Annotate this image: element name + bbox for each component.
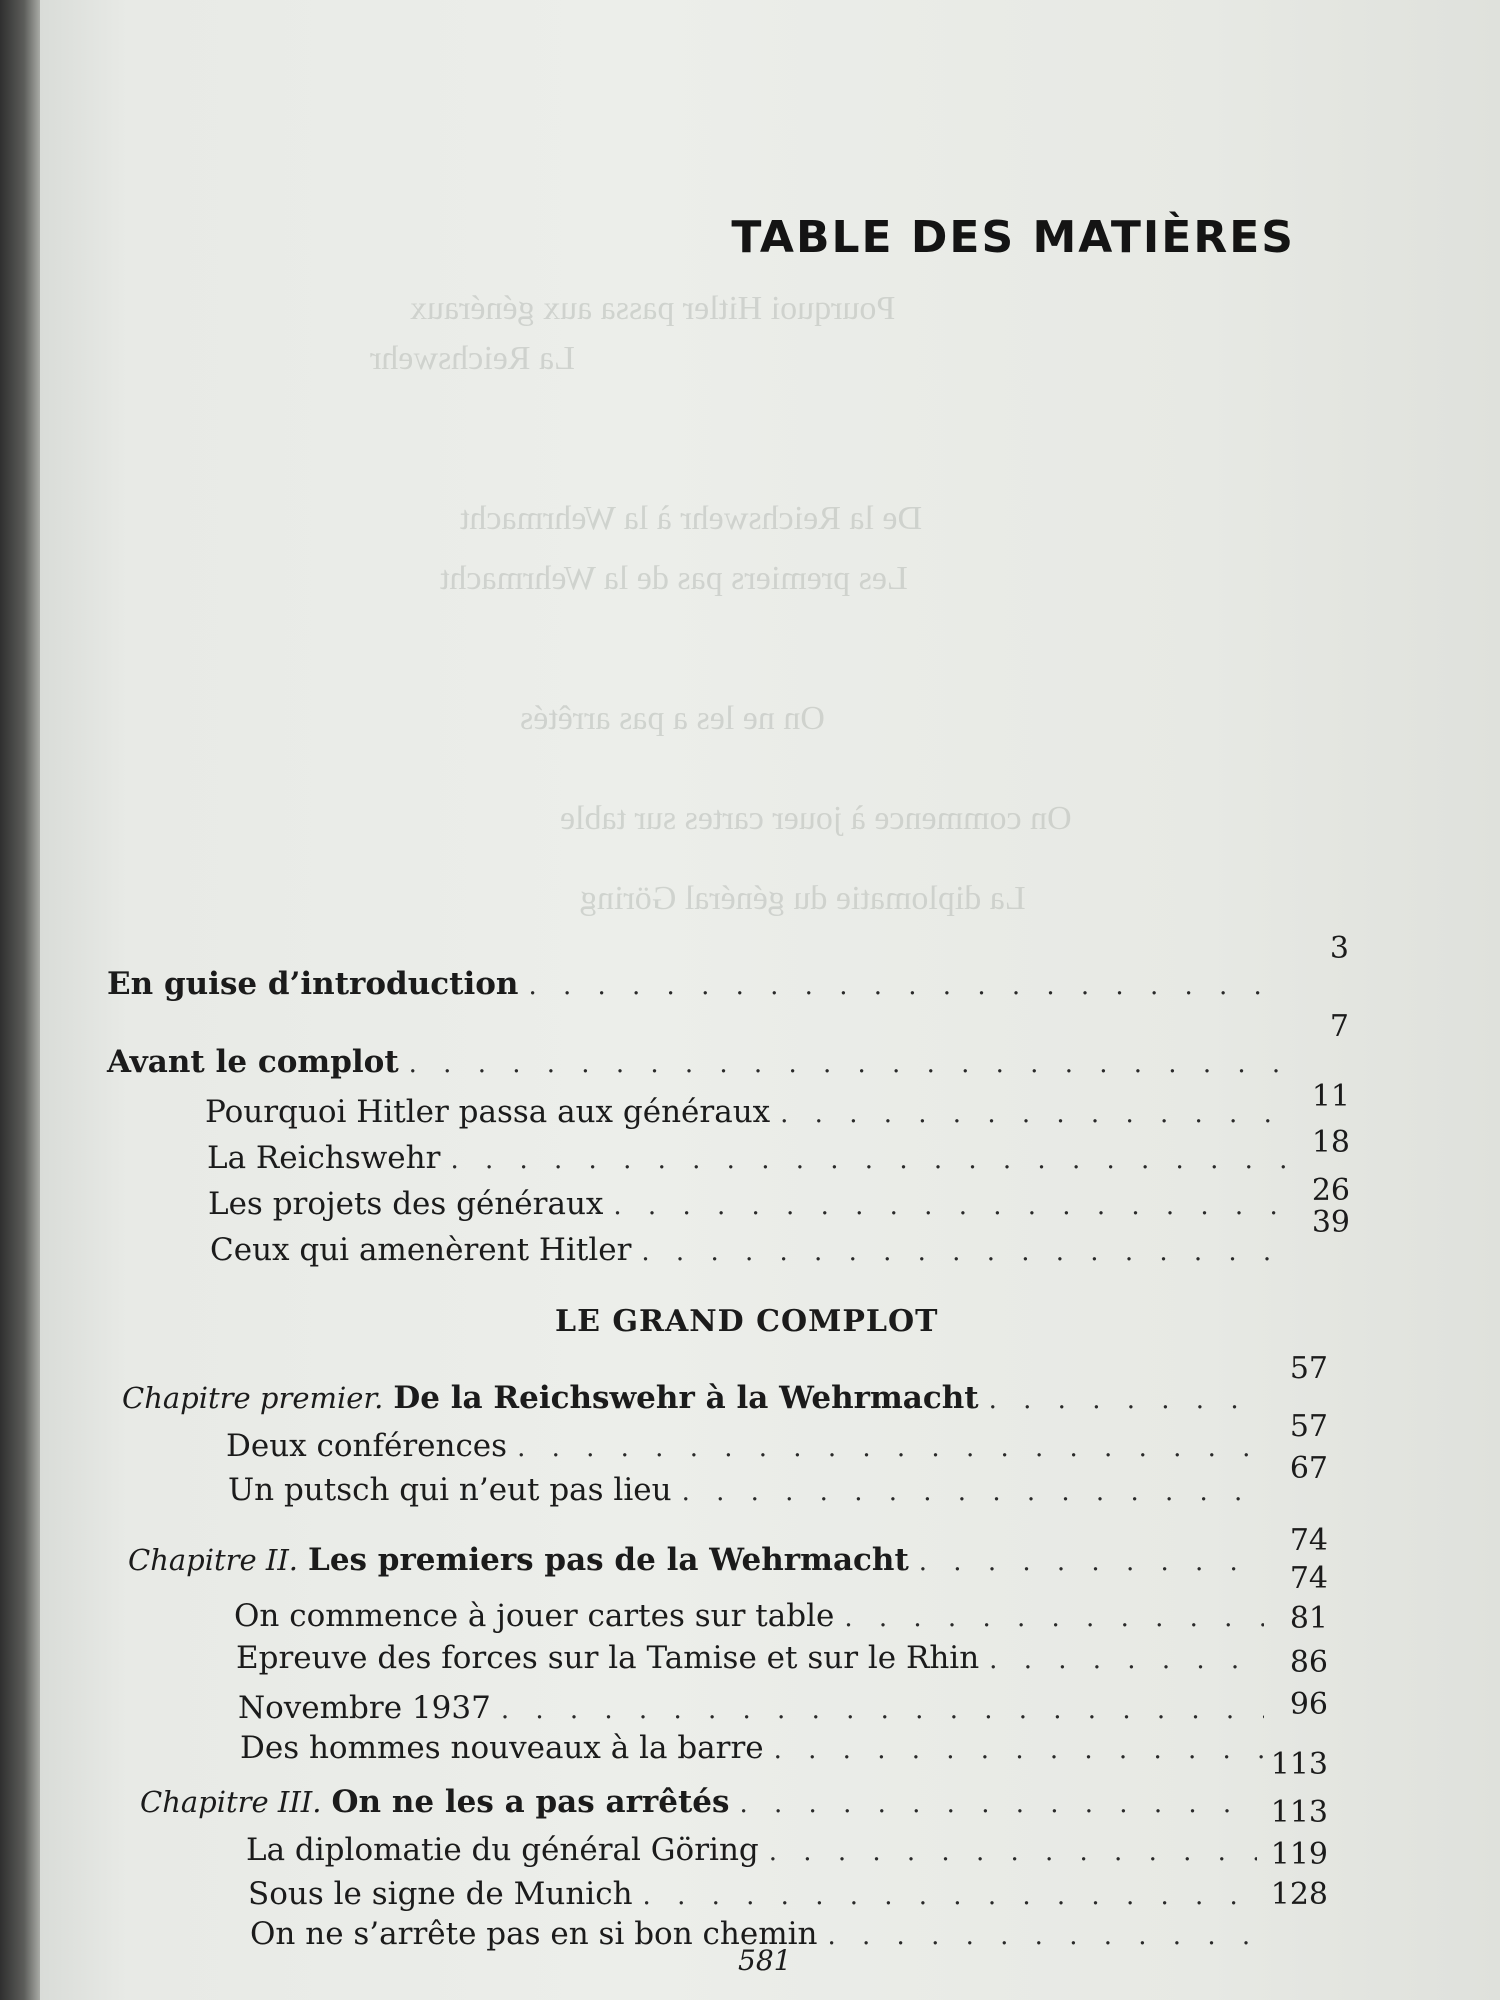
toc-chapter-1[interactable] [122,1351,1328,1416]
dot-leader [828,1921,1257,1951]
dot-leader [450,1145,1286,1175]
show-through-text: Pourquoi Hitler passa aux généraux [410,290,896,327]
toc-page-number: 74 [1289,1523,1328,1558]
toc-entry-label: Ceux qui amenèrent Hitler [210,1232,632,1268]
dot-leader [739,1789,1256,1819]
toc-page-number: 3 [1329,931,1349,966]
toc-entry-label: En guise d’introduction [107,966,519,1002]
show-through-text: Les premiers pas de la Wehrmacht [440,560,908,597]
dot-leader [844,1603,1264,1633]
toc-entry[interactable] [205,1079,1350,1130]
toc-page-number: 57 [1289,1351,1328,1386]
dot-leader [409,1049,1285,1079]
toc-entry-label: Les projets des généraux [208,1186,604,1222]
table-of-contents [40,0,1500,2000]
page-title: TABLE DES MATIÈRES [731,212,1295,263]
toc-entry-avant-le-complot[interactable] [107,1009,1349,1080]
toc-entry-label: Des hommes nouveaux à la barre [240,1730,764,1766]
dot-leader [989,1645,1264,1675]
dot-leader [528,971,1285,1001]
toc-entry-label: Un putsch qui n’eut pas lieu [228,1472,672,1508]
dot-leader [643,1881,1257,1911]
toc-chapter-2[interactable] [128,1523,1328,1578]
toc-page-number: 39 [1311,1205,1350,1240]
toc-entry-label: Avant le complot [107,1044,399,1080]
toc-page-number: 128 [1270,1877,1328,1912]
dot-leader [774,1735,1264,1765]
toc-page-number: 113 [1270,1747,1328,1782]
dot-leader [501,1695,1264,1725]
toc-page-number: 26 [1311,1173,1350,1208]
toc-page-number: 57 [1289,1409,1328,1444]
chapter-title: Les premiers pas de la Wehrmacht [308,1542,909,1578]
dot-leader [682,1477,1264,1507]
chapter-prefix: Chapitre III. [140,1785,322,1819]
toc-entry[interactable] [210,1205,1350,1268]
show-through-text: La diplomatie du général Göring [580,880,1026,917]
toc-entry-label: Epreuve des forces sur la Tamise et sur le Rhin [236,1640,980,1676]
page-number: 581 [738,1944,792,1977]
dot-leader [919,1547,1264,1577]
toc-entry-introduction[interactable] [107,931,1349,1002]
chapter-prefix: Chapitre premier. [122,1381,384,1415]
toc-page-number: 7 [1329,1009,1349,1044]
toc-entry-label: On ne s’arrête pas en si bon chemin [250,1916,818,1952]
chapter-title: De la Reichswehr à la Wehrmacht [393,1380,979,1416]
dot-leader [613,1191,1286,1221]
toc-page-number: 11 [1311,1079,1350,1114]
dot-leader [641,1237,1286,1267]
show-through-text: On ne les a pas arrêtés [520,700,825,737]
toc-entry-label: La diplomatie du général Göring [246,1832,759,1868]
show-through-text: La Reichswehr [370,340,575,377]
toc-page-number: 67 [1289,1451,1328,1486]
toc-page-number: 113 [1270,1795,1328,1830]
chapter-title: On ne les a pas arrêtés [331,1784,730,1820]
dot-leader [989,1385,1264,1415]
chapter-prefix: Chapitre II. [128,1543,299,1577]
dot-leader [517,1433,1264,1463]
toc-entry-label: La Reichswehr [207,1140,441,1176]
toc-entry-label: Novembre 1937 [238,1690,491,1726]
toc-entry[interactable] [208,1173,1350,1222]
toc-page-number: 119 [1270,1837,1328,1872]
show-through-text: On commence à jouer cartes sur table [560,800,1072,837]
toc-page-number: 74 [1289,1561,1328,1596]
toc-page-number: 18 [1311,1125,1350,1160]
dot-leader [769,1837,1257,1867]
toc-entry[interactable] [234,1561,1328,1634]
toc-page-number: 86 [1289,1645,1328,1680]
toc-entry[interactable] [228,1451,1328,1508]
toc-entry-label: Deux conférences [226,1428,508,1464]
book-page [40,0,1500,2000]
dot-leader [780,1099,1286,1129]
book-spine-shadow [0,0,40,2000]
toc-page-number: 96 [1289,1687,1328,1722]
section-heading: LE GRAND COMPLOT [555,1304,939,1339]
toc-entry[interactable] [207,1125,1350,1176]
toc-entry-label: Sous le signe de Munich [248,1876,633,1912]
toc-page-number: 81 [1289,1601,1328,1636]
toc-entry-label: On commence à jouer cartes sur table [234,1598,835,1634]
show-through-text: De la Reichswehr à la Wehrmacht [460,500,923,537]
toc-entry[interactable] [226,1409,1328,1464]
toc-entry-label: Pourquoi Hitler passa aux généraux [205,1094,771,1130]
